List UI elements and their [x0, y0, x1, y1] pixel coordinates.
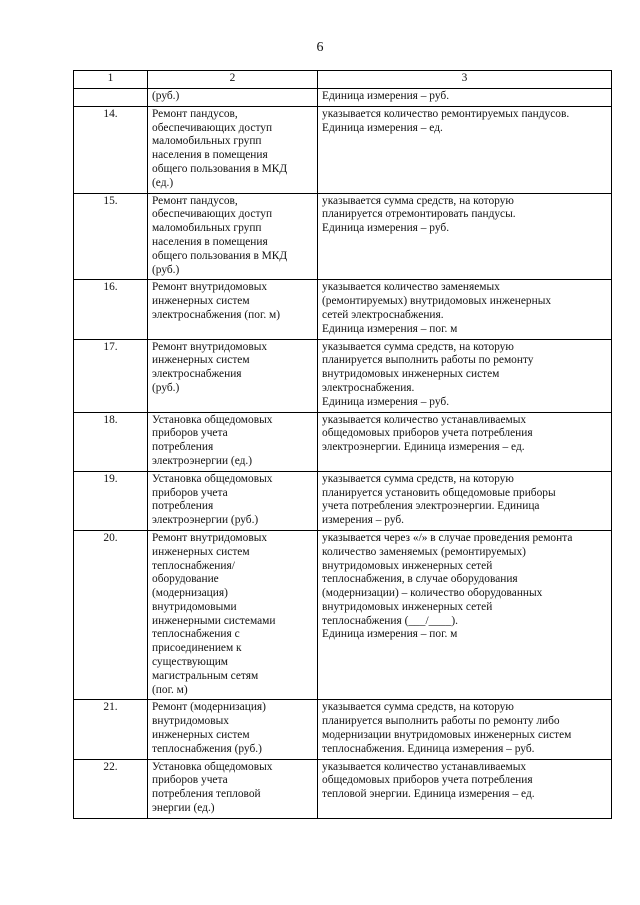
row-number: 20.: [74, 530, 148, 700]
table-row: [74, 106, 612, 193]
row-name: Ремонт внутридомовых инженерных систем электроснабжения (пог. м): [148, 280, 318, 339]
table-row: [74, 530, 612, 700]
table-row: [74, 89, 612, 107]
row-number: 16.: [74, 280, 148, 339]
row-name: Установка общедомовых приборов учета потребления электроэнергии (ед.): [148, 412, 318, 471]
document-table: [73, 70, 612, 819]
table-row: [74, 700, 612, 759]
row-description: Единица измерения – руб.: [318, 89, 612, 107]
row-name: Установка общедомовых приборов учета потребления тепловой энергии (ед.): [148, 759, 318, 818]
row-description: указывается количество устанавливаемых общедомовых приборов учета потребления электроэнергии. Единица измерения – ед.: [318, 412, 612, 471]
table-row: [74, 412, 612, 471]
row-number: 19.: [74, 471, 148, 530]
table-row: [74, 759, 612, 818]
page-number: 6: [316, 40, 324, 55]
row-number: 18.: [74, 412, 148, 471]
table-row: [74, 280, 612, 339]
row-number: 22.: [74, 759, 148, 818]
row-number: 15.: [74, 193, 148, 280]
row-description: указывается через «/» в случае проведения ремонта количество заменяемых (ремонтируемых) внутридомовых инженерных сетей теплоснабжения, в случае оборудования (модернизации) – количество оборудованных внутридомовых инженерных сетей теплоснабжения (___/____). Единица измерения – пог. м: [318, 530, 612, 700]
row-number: [74, 89, 148, 107]
header-col-1: 1: [74, 71, 148, 89]
row-description: указывается количество заменяемых (ремонтируемых) внутридомовых инженерных сетей электроснабжения. Единица измерения – пог. м: [318, 280, 612, 339]
row-name: Установка общедомовых приборов учета потребления электроэнергии (руб.): [148, 471, 318, 530]
row-description: указывается сумма средств, на которую планируется установить общедомовые приборы учета потребления электроэнергии. Единица измерения – руб.: [318, 471, 612, 530]
row-description: указывается количество ремонтируемых пандусов. Единица измерения – ед.: [318, 106, 612, 193]
row-name: Ремонт (модернизация) внутридомовых инженерных систем теплоснабжения (руб.): [148, 700, 318, 759]
row-name: Ремонт внутридомовых инженерных систем теплоснабжения/ оборудование (модернизация) внутридомовыми инженерными системами теплоснабжения с присоединением к существующим магистральным сетям (пог. м): [148, 530, 318, 700]
table-header-row: [74, 71, 612, 89]
row-name: (руб.): [148, 89, 318, 107]
row-description: указывается сумма средств, на которую планируется выполнить работы по ремонту внутридомовых инженерных систем электроснабжения. Единица измерения – руб.: [318, 339, 612, 412]
row-description: указывается сумма средств, на которую планируется отремонтировать пандусы. Единица измерения – руб.: [318, 193, 612, 280]
row-name: Ремонт внутридомовых инженерных систем электроснабжения (руб.): [148, 339, 318, 412]
row-number: 21.: [74, 700, 148, 759]
header-col-3: 3: [318, 71, 612, 89]
table-row: [74, 339, 612, 412]
table-row: [74, 471, 612, 530]
row-number: 14.: [74, 106, 148, 193]
row-description: указывается количество устанавливаемых общедомовых приборов учета потребления тепловой энергии. Единица измерения – ед.: [318, 759, 612, 818]
table-row: [74, 193, 612, 280]
row-name: Ремонт пандусов, обеспечивающих доступ маломобильных групп населения в помещения общего пользования в МКД (ед.): [148, 106, 318, 193]
header-col-2: 2: [148, 71, 318, 89]
row-description: указывается сумма средств, на которую планируется выполнить работы по ремонту либо модернизации внутридомовых инженерных систем теплоснабжения. Единица измерения – руб.: [318, 700, 612, 759]
row-number: 17.: [74, 339, 148, 412]
row-name: Ремонт пандусов, обеспечивающих доступ маломобильных групп населения в помещения общего пользования в МКД (руб.): [148, 193, 318, 280]
